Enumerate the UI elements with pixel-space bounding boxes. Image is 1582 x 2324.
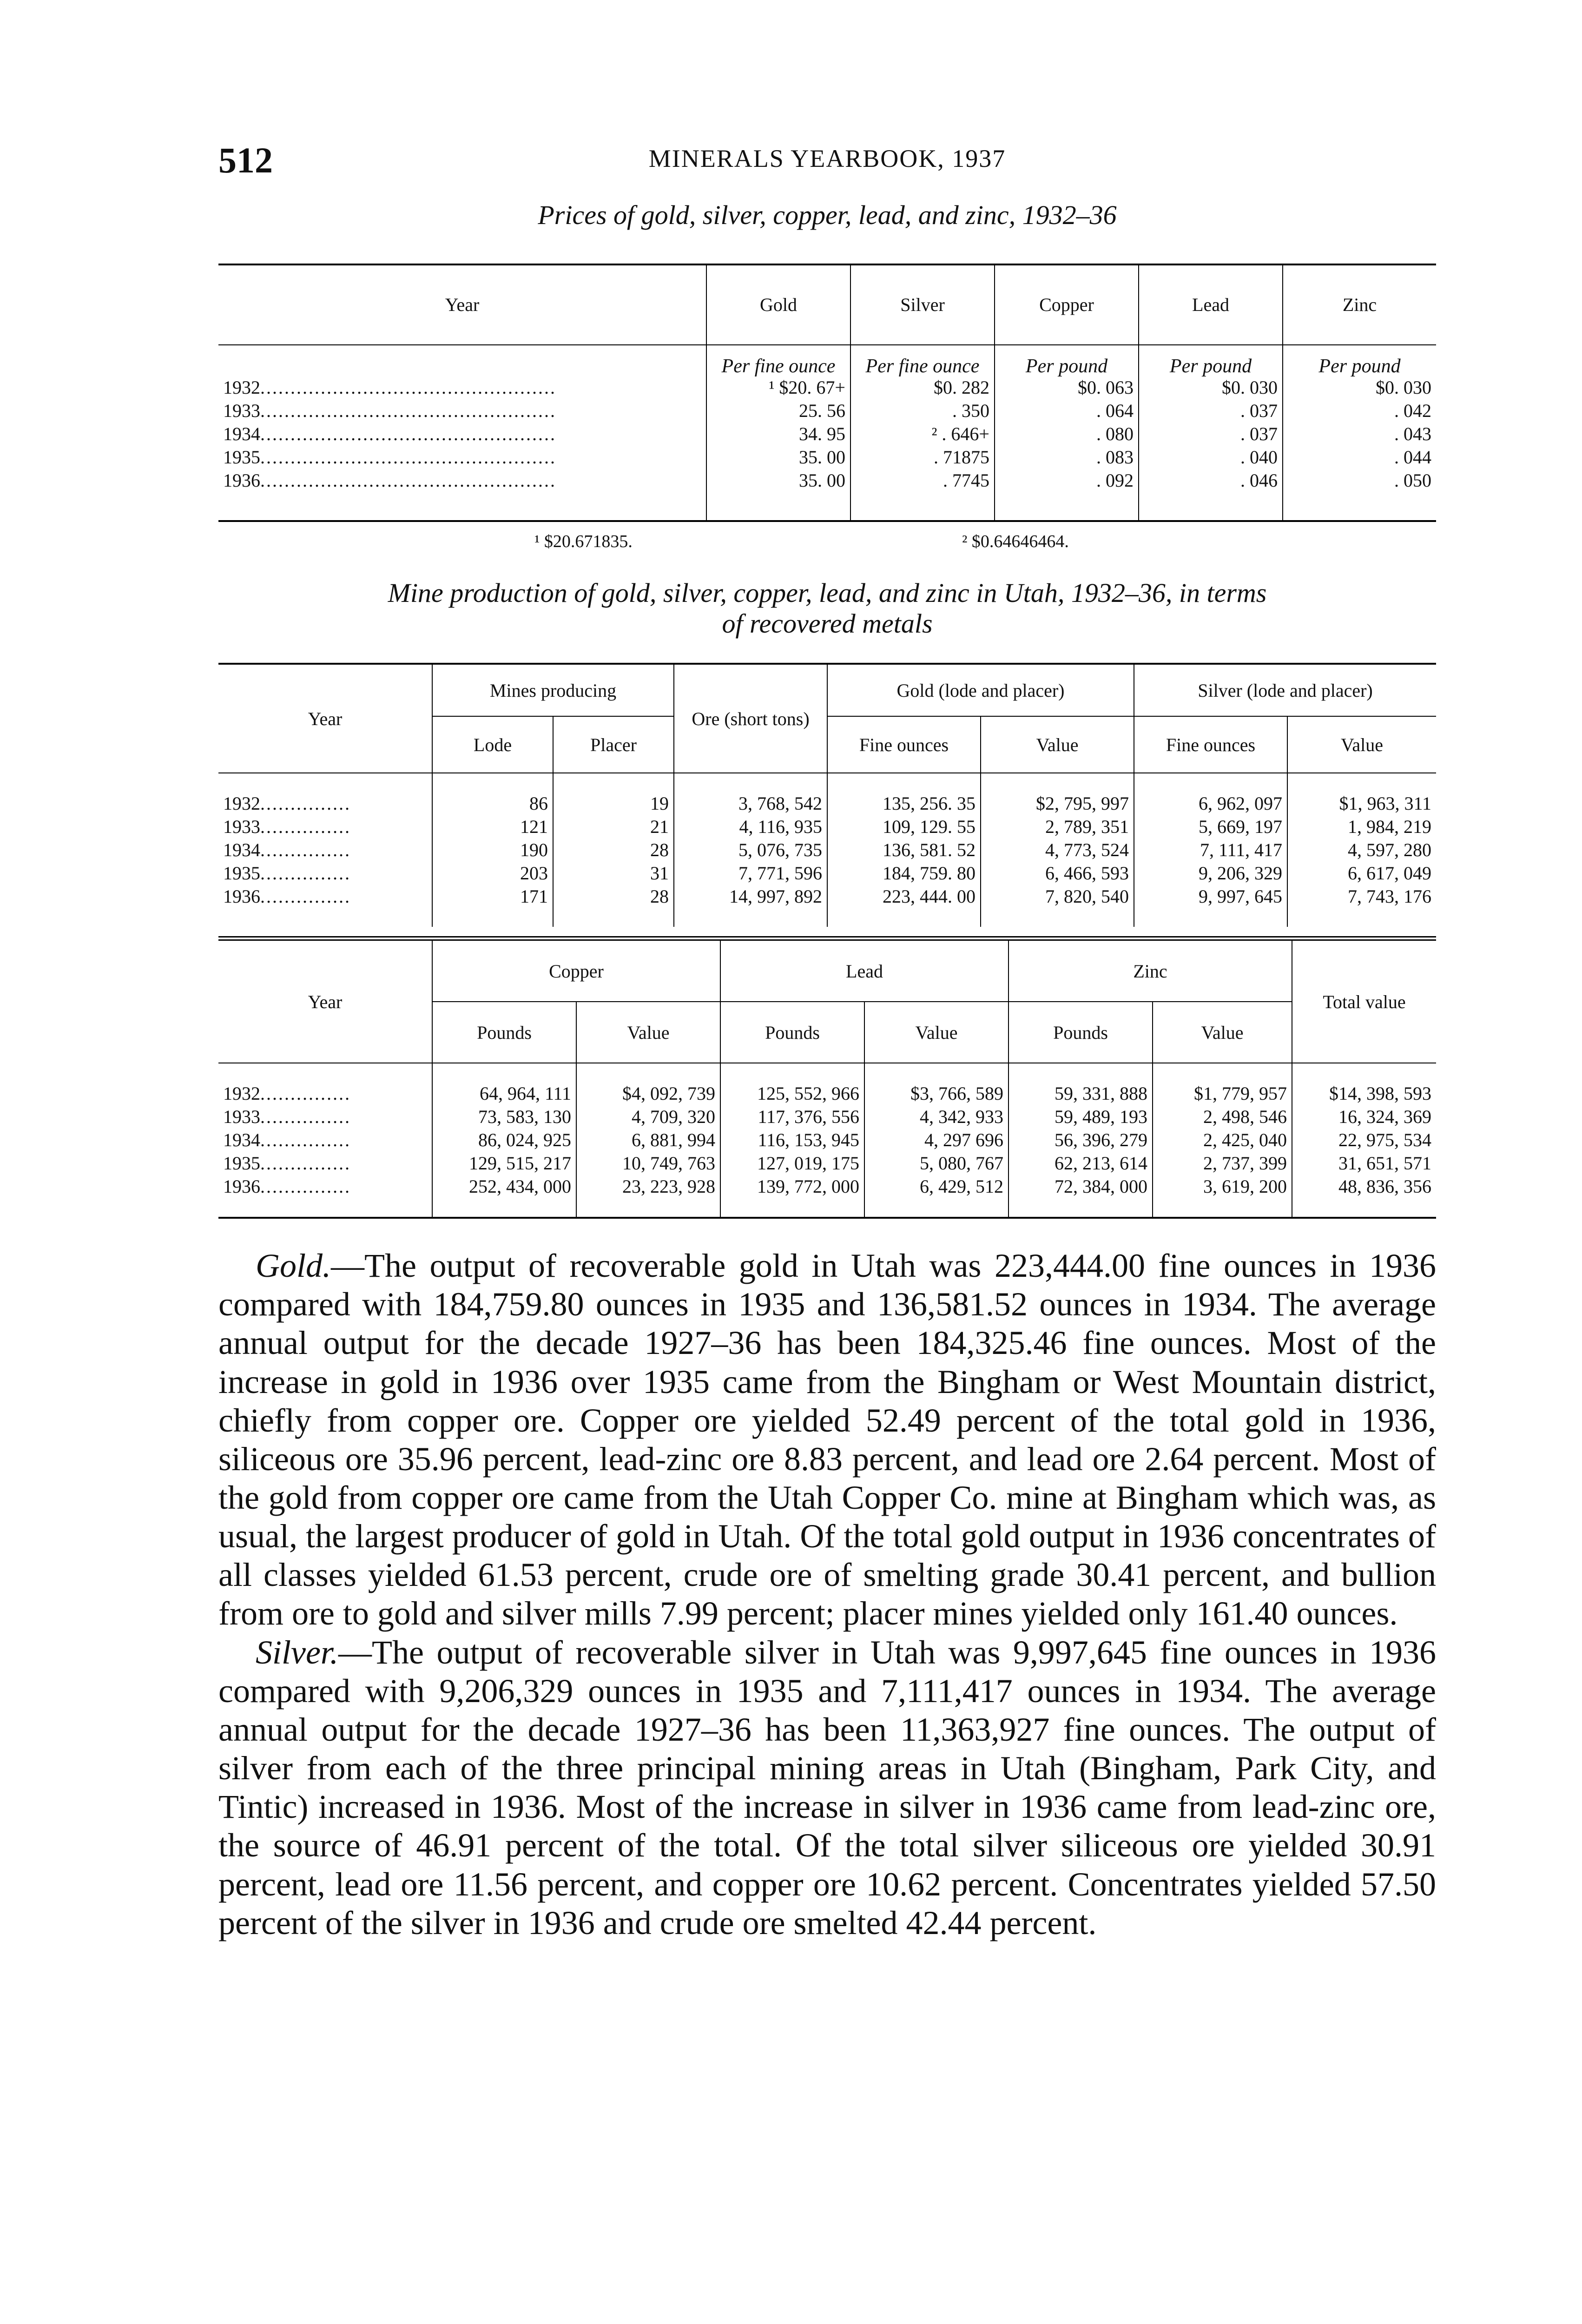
- zinc-price: . 044: [1394, 446, 1431, 468]
- lead-pounds: 139, 772, 000: [720, 1175, 864, 1218]
- header-lode: Lode: [432, 716, 553, 773]
- header-gold: Gold: [706, 264, 850, 345]
- copper-pounds: 86, 024, 925: [432, 1129, 576, 1152]
- gold-price: 35. 00: [706, 446, 850, 469]
- zinc-price: $0. 030: [1376, 376, 1431, 398]
- table2-caption: [218, 578, 1436, 640]
- year-label: 1935: [223, 863, 260, 884]
- ore-tons: 4, 116, 935: [674, 815, 827, 838]
- lead-value: 5, 080, 767: [864, 1152, 1009, 1175]
- copper-price: . 064: [995, 399, 1139, 423]
- gold-ounces: 135, 256. 35: [827, 792, 981, 815]
- header-mines-producing: Mines producing: [432, 664, 674, 716]
- lead-value: 4, 342, 933: [864, 1105, 1009, 1129]
- header-total-value: Total value: [1292, 938, 1436, 1063]
- unit-gold: Per fine ounce: [706, 345, 850, 376]
- year-label: 1936: [223, 886, 260, 907]
- lead-price: $0. 030: [1139, 376, 1283, 399]
- silver-ounces: 9, 206, 329: [1134, 862, 1287, 885]
- copper-pounds: 73, 583, 130: [432, 1105, 576, 1129]
- table2-caption-line1: Mine production of gold, silver, copper, lead, and zinc in Utah, 1932–36, in terms: [388, 577, 1267, 608]
- zinc-pounds: 59, 489, 193: [1009, 1105, 1153, 1129]
- year-label: 1933: [223, 816, 260, 838]
- header-lead-value: Value: [864, 1002, 1009, 1063]
- year-label: 1935: [223, 446, 260, 468]
- silver-price: . 71875: [850, 446, 995, 469]
- table1-caption: Prices of gold, silver, copper, lead, and zinc, 1932–36: [538, 200, 1117, 230]
- year-label: 1934: [223, 423, 260, 444]
- placer-count: 19: [553, 792, 674, 815]
- gold-value: 2, 789, 351: [981, 815, 1134, 838]
- silver-value: 7, 743, 176: [1348, 886, 1431, 907]
- header-zinc-value: Value: [1153, 1002, 1292, 1063]
- header-gold-value: Value: [981, 716, 1134, 773]
- silver-lead: Silver.: [256, 1633, 338, 1671]
- total-value: 22, 975, 534: [1338, 1129, 1431, 1151]
- lead-pounds: 127, 019, 175: [720, 1152, 864, 1175]
- footnote-1: ¹ $20.671835.: [534, 531, 633, 551]
- copper-value: 6, 881, 994: [576, 1129, 720, 1152]
- gold-ounces: 136, 581. 52: [827, 838, 981, 862]
- gold-price: 35. 00: [706, 469, 850, 521]
- unit-copper: Per pound: [995, 345, 1139, 376]
- header-gold: Gold (lode and placer): [827, 664, 1134, 716]
- silver-value: $1, 963, 311: [1339, 793, 1431, 814]
- header-copper: Copper: [432, 938, 720, 1002]
- table-row: 1935................................................. 35. 00 . 71875 . 083 . 040 . 044: [218, 446, 1436, 469]
- header-silver-ounces: Fine ounces: [1134, 716, 1287, 773]
- lode-count: 171: [432, 885, 553, 927]
- zinc-pounds: 62, 213, 614: [1009, 1152, 1153, 1175]
- lead-price: . 046: [1139, 469, 1283, 521]
- silver-price: $0. 282: [850, 376, 995, 399]
- zinc-price: . 042: [1394, 400, 1431, 421]
- total-value: 16, 324, 369: [1338, 1106, 1431, 1128]
- header-silver: Silver: [850, 264, 995, 345]
- gold-paragraph: [218, 1247, 1436, 1633]
- ore-tons: 7, 771, 596: [674, 862, 827, 885]
- header-copper-pounds: Pounds: [432, 1002, 576, 1063]
- header-zinc: Zinc: [1009, 938, 1292, 1002]
- table1-footnotes: [218, 522, 1436, 559]
- table-row: 1932................................................. ¹ $20. 67+ $0. 282 $0. 063 $0. 030 $0. 030: [218, 376, 1436, 399]
- gold-value: $2, 795, 997: [981, 792, 1134, 815]
- zinc-pounds: 56, 396, 279: [1009, 1129, 1153, 1152]
- lead-value: $3, 766, 589: [864, 1082, 1009, 1105]
- running-title: MINERALS YEARBOOK, 1937: [648, 145, 1006, 172]
- lead-price: . 037: [1139, 399, 1283, 423]
- ore-tons: 3, 768, 542: [674, 792, 827, 815]
- lode-count: 86: [432, 792, 553, 815]
- table2-caption-line2: of recovered metals: [722, 608, 933, 639]
- placer-count: 31: [553, 862, 674, 885]
- ore-tons: 5, 076, 735: [674, 838, 827, 862]
- gold-ounces: 184, 759. 80: [827, 862, 981, 885]
- ore-tons: 14, 997, 892: [674, 885, 827, 927]
- zinc-value: $1, 779, 957: [1153, 1082, 1292, 1105]
- silver-value: 4, 597, 280: [1348, 839, 1431, 861]
- lead-value: 4, 297 696: [864, 1129, 1009, 1152]
- table-row: 1935............... 203 31 7, 771, 596 184, 759. 80 6, 466, 593 9, 206, 329 6, 617, 049: [218, 862, 1436, 885]
- header-lead: Lead: [1139, 264, 1283, 345]
- placer-count: 28: [553, 838, 674, 862]
- header-zinc-pounds: Pounds: [1009, 1002, 1153, 1063]
- header-year: Year: [218, 938, 432, 1063]
- year-label: 1932: [223, 1083, 260, 1104]
- gold-price: 34. 95: [706, 423, 850, 446]
- zinc-pounds: 59, 331, 888: [1009, 1082, 1153, 1105]
- copper-value: 10, 749, 763: [576, 1152, 720, 1175]
- header-lead: Lead: [720, 938, 1009, 1002]
- silver-paragraph: [218, 1633, 1436, 1942]
- silver-value: 6, 617, 049: [1348, 863, 1431, 884]
- gold-lead: Gold.: [256, 1247, 331, 1285]
- unit-lead: Per pound: [1139, 345, 1283, 376]
- gold-value: 4, 773, 524: [981, 838, 1134, 862]
- zinc-price: . 050: [1394, 469, 1431, 491]
- copper-pounds: 252, 434, 000: [432, 1175, 576, 1218]
- gold-price: ¹ $20. 67+: [706, 376, 850, 399]
- silver-ounces: 9, 997, 645: [1134, 885, 1287, 927]
- silver-price: ² . 646+: [850, 423, 995, 446]
- header-copper-value: Value: [576, 1002, 720, 1063]
- table-row: 1933................................................. 25. 56 . 350 . 064 . 037 . 042: [218, 399, 1436, 423]
- copper-value: 23, 223, 928: [576, 1175, 720, 1218]
- year-label: 1936: [223, 1176, 260, 1197]
- year-label: 1933: [223, 400, 260, 421]
- lead-price: . 040: [1139, 446, 1283, 469]
- silver-body: —The output of recoverable silver in Utah was 9,997,645 fine ounces in 1936 compared with 9,206,329 ounces in 1935 and 7,111,417 ounces in 1934. The average annual output for the decade 1927–36 has been 11,363,927 fine ounces. The output of silver from each of the three principal mining areas in Utah (Bingham, Park City, and Tintic) increased in 1936. Most of the increase in silver in 1936 came from lead-zinc ore, the source of 46.91 percent of the total. Of the total silver siliceous ore yielded 30.91 percent, lead ore 11.56 percent, and copper ore 10.62 percent. Concentrates yielded 57.50 percent of the silver in 1936 and crude ore smelted 42.44 percent.: [218, 1633, 1436, 1941]
- unit-zinc: Per pound: [1318, 355, 1401, 377]
- copper-price: . 092: [995, 469, 1139, 521]
- year-label: 1933: [223, 1106, 260, 1128]
- header-year: Year: [218, 264, 706, 345]
- lead-pounds: 125, 552, 966: [720, 1082, 864, 1105]
- silver-value: 1, 984, 219: [1348, 816, 1431, 838]
- header-year: Year: [218, 664, 432, 773]
- table-row: 1936............... 171 28 14, 997, 892 223, 444. 00 7, 820, 540 9, 997, 645 7, 743, 176: [218, 885, 1436, 927]
- zinc-value: 2, 498, 546: [1153, 1105, 1292, 1129]
- lead-pounds: 117, 376, 556: [720, 1105, 864, 1129]
- total-value: 31, 651, 571: [1338, 1153, 1431, 1174]
- year-label: 1936: [223, 469, 260, 491]
- table-row: 1934............... 190 28 5, 076, 735 136, 581. 52 4, 773, 524 7, 111, 417 4, 597, 280: [218, 838, 1436, 862]
- gold-value: 7, 820, 540: [981, 885, 1134, 927]
- lead-price: . 037: [1139, 423, 1283, 446]
- table-row: 1935............... 129, 515, 217 10, 749, 763 127, 019, 175 5, 080, 767 62, 213, 614 2, 737, 399 31, 651, 571: [218, 1152, 1436, 1175]
- table-row: 1934................................................. 34. 95 ² . 646+ . 080 . 037 . 043: [218, 423, 1436, 446]
- footnote-2: ² $0.64646464.: [962, 531, 1069, 551]
- lead-pounds: 116, 153, 945: [720, 1129, 864, 1152]
- zinc-price: . 043: [1394, 423, 1431, 444]
- body-text: [218, 1247, 1436, 1942]
- silver-ounces: 6, 962, 097: [1134, 792, 1287, 815]
- header-silver: Silver (lode and placer): [1134, 664, 1436, 716]
- header-gold-ounces: Fine ounces: [827, 716, 981, 773]
- header-ore: Ore (short tons): [674, 664, 827, 773]
- placer-count: 28: [553, 885, 674, 927]
- year-label: 1932: [223, 793, 260, 814]
- header-zinc: Zinc: [1283, 264, 1436, 345]
- copper-value: $4, 092, 739: [576, 1082, 720, 1105]
- running-head: [218, 139, 1436, 195]
- gold-price: 25. 56: [706, 399, 850, 423]
- lode-count: 203: [432, 862, 553, 885]
- total-value: 48, 836, 356: [1338, 1176, 1431, 1197]
- silver-ounces: 5, 669, 197: [1134, 815, 1287, 838]
- table-row: 1933............... 121 21 4, 116, 935 109, 129. 55 2, 789, 351 5, 669, 197 1, 984, 219: [218, 815, 1436, 838]
- zinc-value: 2, 425, 040: [1153, 1129, 1292, 1152]
- table-row: 1932............... 64, 964, 111 $4, 092, 739 125, 552, 966 $3, 766, 589 59, 331, 888 $1, 779, 957 $14, 398, 593: [218, 1082, 1436, 1105]
- placer-count: 21: [553, 815, 674, 838]
- copper-pounds: 64, 964, 111: [432, 1082, 576, 1105]
- header-silver-value: Value: [1287, 716, 1436, 773]
- lode-count: 190: [432, 838, 553, 862]
- header-copper: Copper: [995, 264, 1139, 345]
- table-row: 1934............... 86, 024, 925 6, 881, 994 116, 153, 945 4, 297 696 56, 396, 279 2, 425, 040 22, 975, 534: [218, 1129, 1436, 1152]
- copper-price: $0. 063: [995, 376, 1139, 399]
- header-lead-pounds: Pounds: [720, 1002, 864, 1063]
- production-table: [218, 663, 1436, 927]
- copper-price: . 080: [995, 423, 1139, 446]
- copper-value: 4, 709, 320: [576, 1105, 720, 1129]
- header-placer: Placer: [553, 716, 674, 773]
- silver-price: . 7745: [850, 469, 995, 521]
- table-row: 1936................................................. 35. 00 . 7745 . 092 . 046 . 050: [218, 469, 1436, 521]
- lead-value: 6, 429, 512: [864, 1175, 1009, 1218]
- gold-body: —The output of recoverable gold in Utah was 223,444.00 fine ounces in 1936 compared with 184,759.80 ounces in 1935 and 136,581.52 ounces in 1934. The average annual output for the decade 1927–36 has been 184,325.46 fine ounces. Most of the increase in gold in 1936 over 1935 came from the Bingham or West Mountain district, chiefly from copper ore. Copper ore yielded 52.49 percent of the total gold in 1936, siliceous ore 35.96 percent, lead-zinc ore 8.83 percent, and lead ore 2.64 percent. Most of the gold from copper ore came from the Utah Copper Co. mine at Bingham which was, as usual, the largest producer of gold in Utah. Of the total gold output in 1936 concentrates of all classes yielded 61.53 percent, crude ore of smelting grade 30.41 percent, and bullion from ore to gold and silver mills 7.99 percent; placer mines yielded only 161.40 ounces.: [218, 1247, 1436, 1632]
- silver-price: . 350: [850, 399, 995, 423]
- year-label: 1935: [223, 1153, 260, 1174]
- zinc-pounds: 72, 384, 000: [1009, 1175, 1153, 1218]
- prices-table: [218, 264, 1436, 522]
- copper-pounds: 129, 515, 217: [432, 1152, 576, 1175]
- table-row: 1936............... 252, 434, 000 23, 223, 928 139, 772, 000 6, 429, 512 72, 384, 000 3, 619, 200 48, 836, 356: [218, 1175, 1436, 1218]
- gold-ounces: 223, 444. 00: [827, 885, 981, 927]
- table-row: 1933............... 73, 583, 130 4, 709, 320 117, 376, 556 4, 342, 933 59, 489, 193 2, 498, 546 16, 324, 369: [218, 1105, 1436, 1129]
- silver-ounces: 7, 111, 417: [1134, 838, 1287, 862]
- year-label: 1934: [223, 1129, 260, 1151]
- page: [218, 139, 1436, 1942]
- year-label: 1932: [223, 376, 260, 398]
- total-value: $14, 398, 593: [1329, 1083, 1431, 1104]
- zinc-value: 3, 619, 200: [1153, 1175, 1292, 1218]
- base-metals-table: [218, 936, 1436, 1219]
- zinc-value: 2, 737, 399: [1153, 1152, 1292, 1175]
- page-number: 512: [218, 140, 273, 180]
- table-row: 1932............... 86 19 3, 768, 542 135, 256. 35 $2, 795, 997 6, 962, 097 $1, 963, 311: [218, 792, 1436, 815]
- copper-price: . 083: [995, 446, 1139, 469]
- gold-ounces: 109, 129. 55: [827, 815, 981, 838]
- gold-value: 6, 466, 593: [981, 862, 1134, 885]
- year-label: 1934: [223, 839, 260, 861]
- lode-count: 121: [432, 815, 553, 838]
- unit-silver: Per fine ounce: [850, 345, 995, 376]
